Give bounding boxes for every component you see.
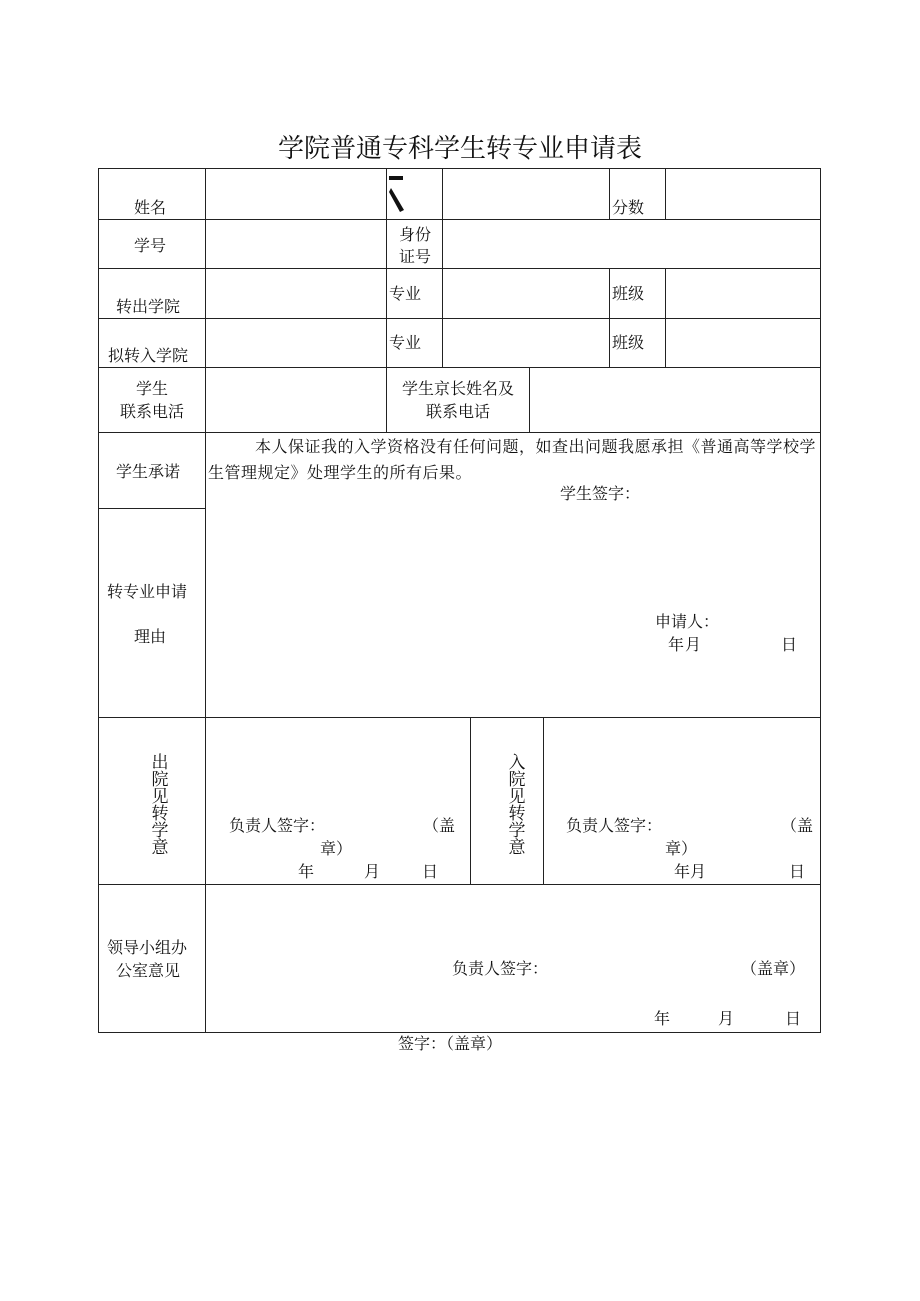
leader-date-month: 月 xyxy=(718,1009,735,1028)
col-divider xyxy=(529,367,530,432)
promise-label: 学生承诺 xyxy=(116,462,181,481)
parent-label-line1: 学生京长姓名及 xyxy=(401,379,514,398)
out-seal-part1: （盖 xyxy=(423,816,456,835)
name-field[interactable] xyxy=(207,170,385,218)
in-college-label: 拟转入学院 xyxy=(108,346,189,365)
student-id-field[interactable] xyxy=(207,221,385,267)
row-divider xyxy=(98,318,821,319)
student-phone-label-line1: 学生 xyxy=(135,379,168,398)
col-divider xyxy=(442,168,443,367)
leader-sign-label: 负责人签字： xyxy=(452,959,549,978)
row-divider xyxy=(98,508,206,509)
out-class-label: 班级 xyxy=(612,284,645,303)
row-divider xyxy=(98,884,821,885)
in-sign-label: 负责人签字： xyxy=(566,816,663,835)
student-id-label: 学号 xyxy=(134,236,167,255)
reason-field[interactable] xyxy=(207,510,819,610)
in-seal-part1: （盖 xyxy=(781,816,814,835)
applicant-label: 申请人： xyxy=(655,612,720,631)
in-college-field[interactable] xyxy=(207,320,385,366)
out-college-label: 转出学院 xyxy=(116,297,181,316)
out-date-year: 年 xyxy=(298,862,315,881)
col-divider xyxy=(665,168,666,219)
reason-label-line2: 理由 xyxy=(134,627,167,646)
out-opinion-label: 出院见转学意 xyxy=(151,753,169,858)
leader-label-line2: 公室意见 xyxy=(116,961,181,980)
score-field[interactable] xyxy=(667,170,819,218)
leader-date-day: 日 xyxy=(785,1009,802,1028)
in-date-day: 日 xyxy=(789,862,806,881)
in-class-label: 班级 xyxy=(612,333,645,352)
leader-date-year: 年 xyxy=(654,1009,671,1028)
in-opinion-label: 入院见转学意 xyxy=(508,753,526,858)
reason-label-line1: 转专业申请 xyxy=(107,582,188,601)
promise-text: 本人保证我的入学资格没有任何问题，如查出问题我愿承担《普通高等学校学生管理规定》处理学生的所有后果。 xyxy=(208,437,817,482)
footer-sign-seal: 签字：（盖章） xyxy=(398,1034,503,1053)
out-date-month: 月 xyxy=(364,862,381,881)
col-divider xyxy=(609,268,610,367)
reason-date-day: 日 xyxy=(781,635,798,654)
parent-label-line2: 联系电话 xyxy=(425,402,490,421)
out-date-day: 日 xyxy=(422,862,439,881)
reason-date-year: 年 xyxy=(668,635,685,654)
col-divider xyxy=(470,717,471,884)
student-phone-field[interactable] xyxy=(207,369,385,431)
row-divider xyxy=(98,717,821,718)
page-title: 学院普通专科学生转专业申请表 xyxy=(277,134,642,164)
id-card-field[interactable] xyxy=(444,221,819,267)
in-date-month: 月 xyxy=(690,862,707,881)
out-college-field[interactable] xyxy=(207,270,385,317)
out-major-label: 专业 xyxy=(389,284,422,303)
parent-info-field[interactable] xyxy=(531,369,819,431)
out-class-field[interactable] xyxy=(667,270,819,317)
col-divider xyxy=(205,168,206,1033)
student-phone-label-line2: 联系电活 xyxy=(119,402,184,421)
in-class-field[interactable] xyxy=(667,320,819,366)
id-card-label-line2: 证号 xyxy=(399,247,432,266)
id-card-label-line1: 身份 xyxy=(399,225,432,244)
col-divider xyxy=(665,268,666,367)
out-major-field[interactable] xyxy=(444,270,608,317)
leader-seal-label: （盖章） xyxy=(741,959,806,978)
in-date-year: 年 xyxy=(674,862,691,881)
out-sign-label: 负责人签字： xyxy=(229,816,326,835)
out-seal-part2: 章） xyxy=(320,839,353,858)
stray-mark-icon xyxy=(388,174,408,214)
row-divider xyxy=(98,367,821,368)
student-sign-label: 学生签字： xyxy=(560,484,641,503)
in-major-label: 专业 xyxy=(389,333,422,352)
name-label: 姓名 xyxy=(134,198,167,217)
in-major-field[interactable] xyxy=(444,320,608,366)
col-divider xyxy=(609,168,610,219)
reason-date-month: 月 xyxy=(685,635,702,654)
row-divider xyxy=(98,219,821,220)
in-seal-part2: 章） xyxy=(665,839,698,858)
row-divider xyxy=(98,432,821,433)
score-label: 分数 xyxy=(612,198,645,217)
col-divider xyxy=(543,717,544,884)
leader-label-line1: 领导小组办 xyxy=(107,938,188,957)
row-divider xyxy=(98,268,821,269)
